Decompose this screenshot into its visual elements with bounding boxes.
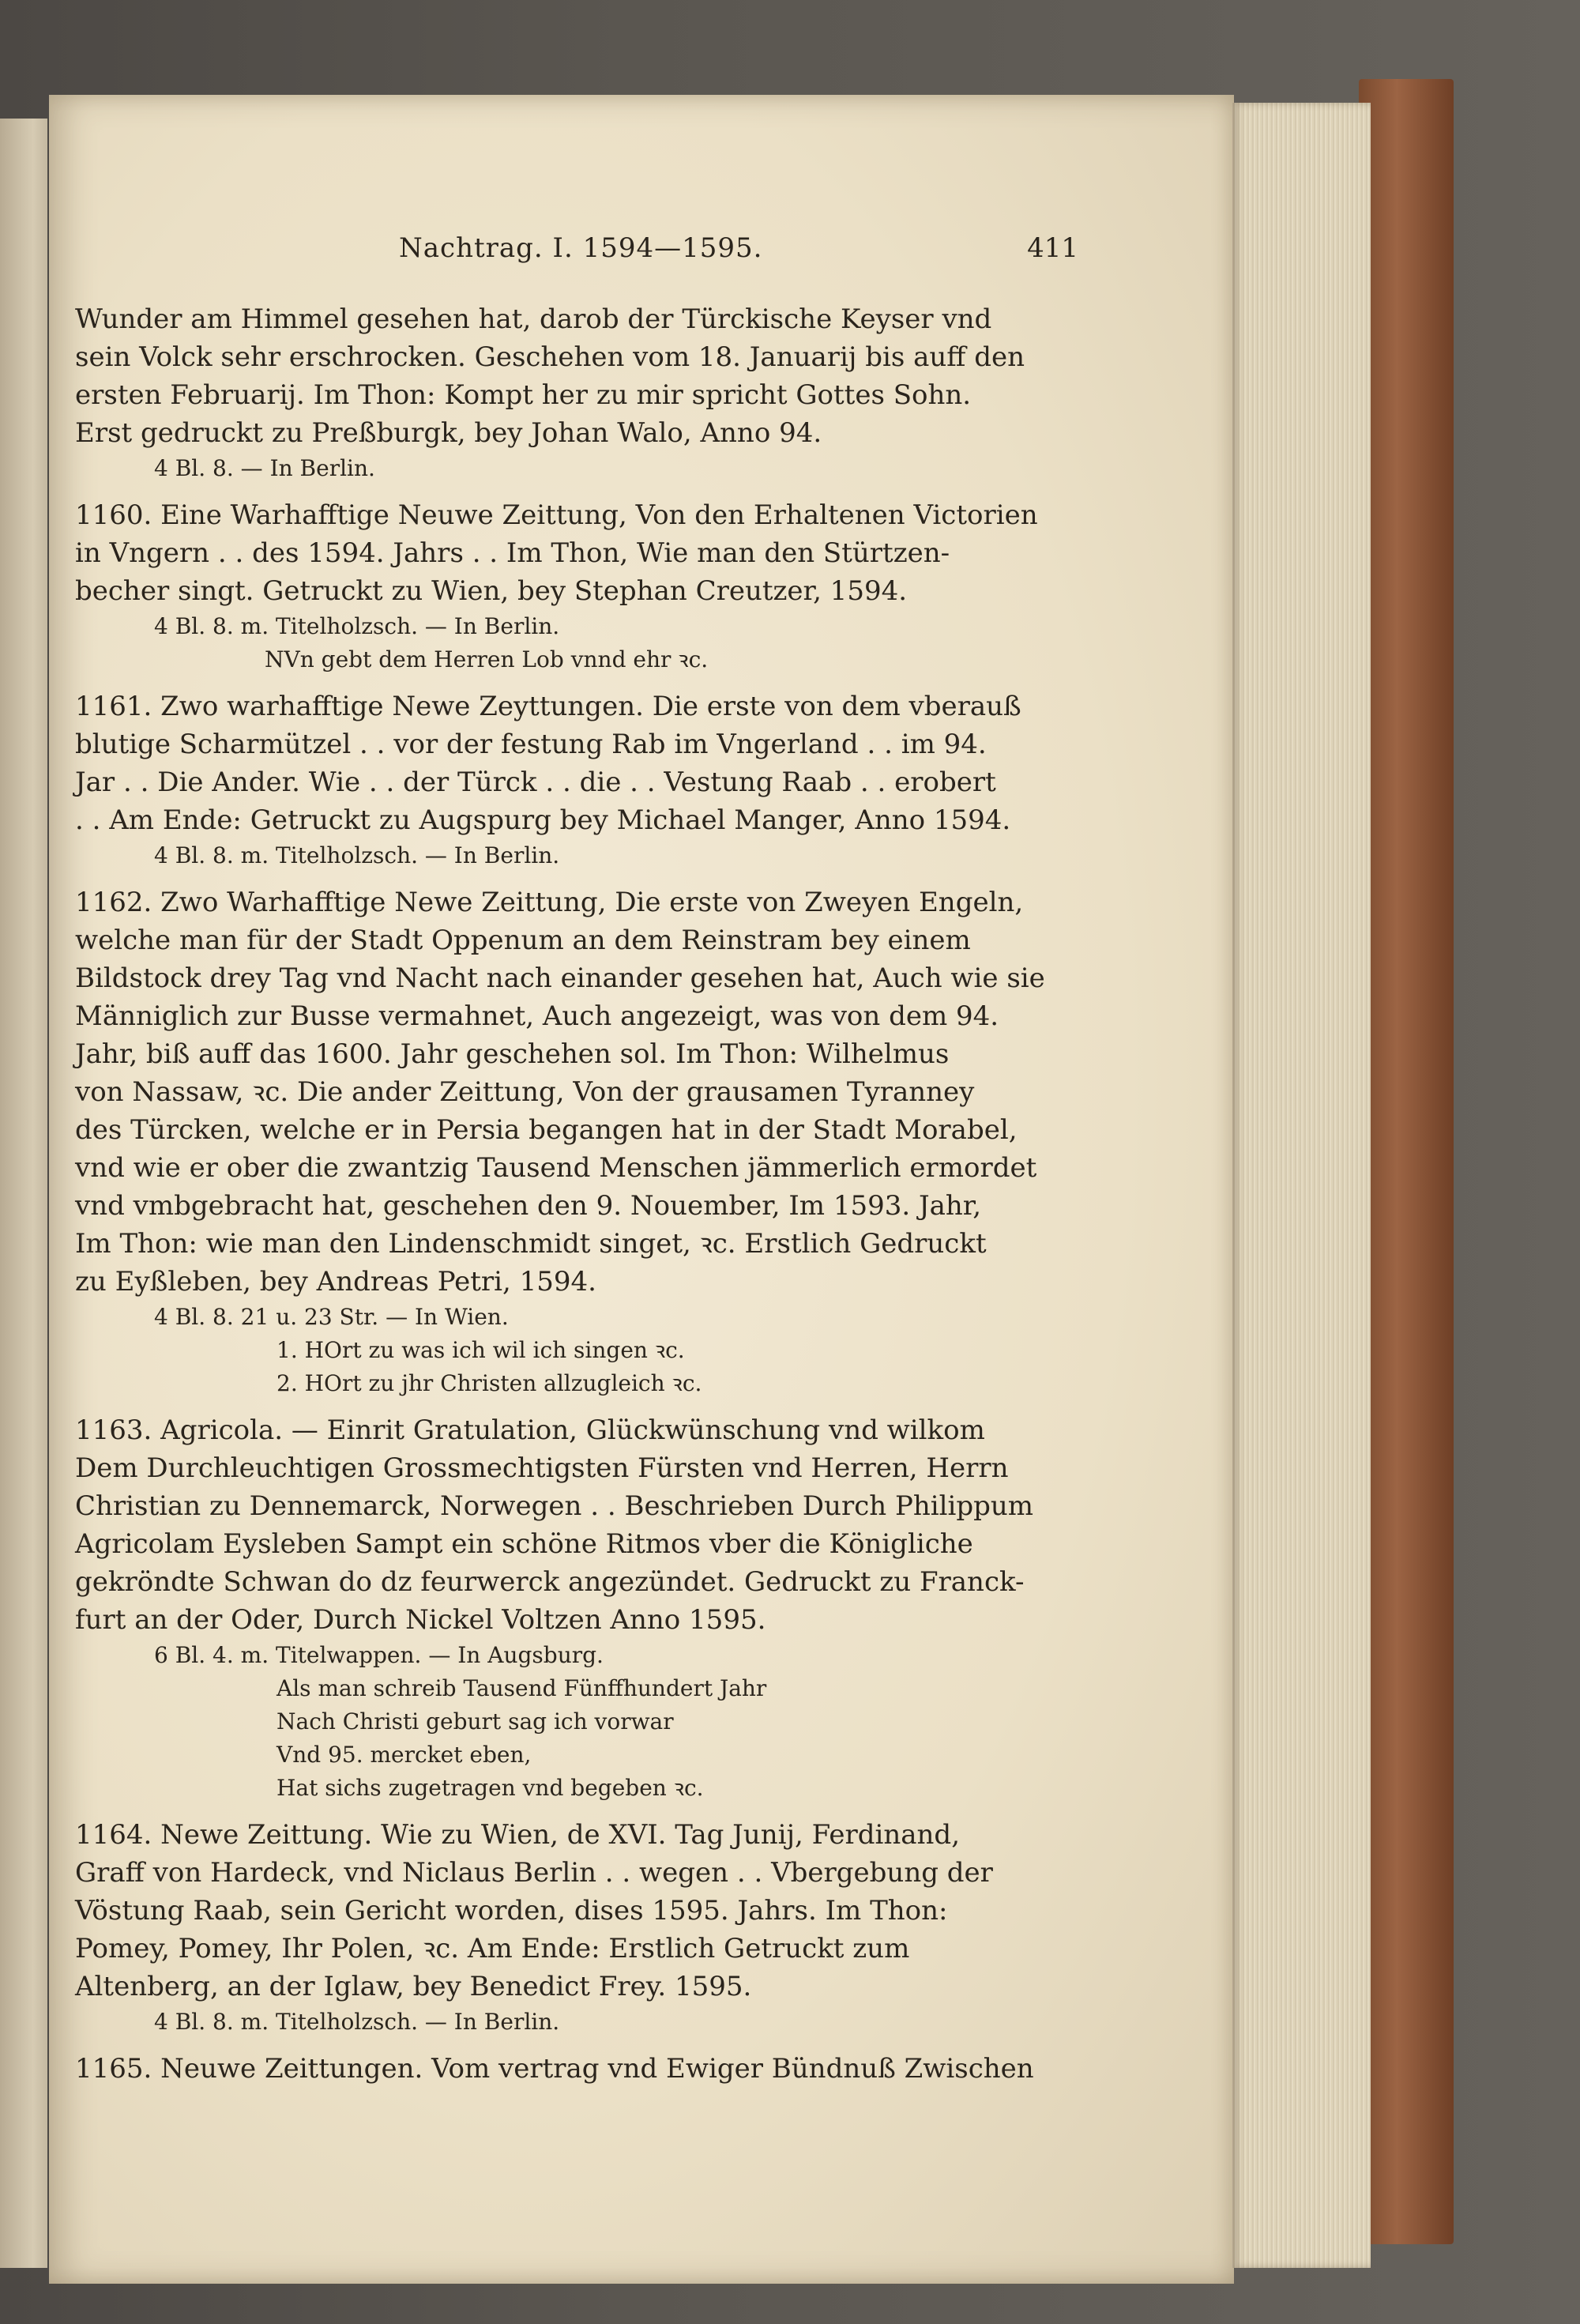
verse-line: 1. HOrt zu was ich wil ich singen ꝛc. (276, 1337, 685, 1363)
text-line: 1163. Agricola. — Einrit Gratulation, Glückwünschung vnd wilkom (75, 1414, 985, 1446)
text-line: 1165. Neuwe Zeittungen. Vom vertrag vnd Ewiger Bündnuß Zwischen (75, 2053, 1034, 2085)
text-line: sein Volck sehr erschrocken. Geschehen vom 18. Januarij bis auff den (75, 341, 1025, 373)
entry-note: 4 Bl. 8. m. Titelholzsch. — In Berlin. (154, 613, 560, 639)
text-line: Jar . . Die Ander. Wie . . der Türck . . die . . Vestung Raab . . erobert (75, 767, 996, 798)
text-line: furt an der Oder, Durch Nickel Voltzen Anno 1595. (75, 1604, 766, 1636)
entry-continuation (75, 300, 1078, 485)
entry-1164 (75, 1816, 1078, 2039)
text-line: welche man für der Stadt Oppenum an dem Reinstram bey einem (75, 925, 971, 956)
text-line: Graff von Hardeck, vnd Niclaus Berlin . . wegen . . Vbergebung der (75, 1857, 993, 1889)
text-line: von Nassaw, ꝛc. Die ander Zeittung, Von der grausamen Tyranney (75, 1076, 975, 1108)
text-line: gekröndte Schwan do dz feurwerck angezündet. Gedruckt zu Franck- (75, 1566, 1025, 1598)
entry-1161 (75, 687, 1078, 872)
text-line: in Vngern . . des 1594. Jahrs . . Im Thon, Wie man den Stürtzen- (75, 537, 950, 569)
text-line: 1164. Newe Zeittung. Wie zu Wien, de XVI. Tag Junij, Ferdinand, (75, 1819, 961, 1851)
text-line: Vöstung Raab, sein Gericht worden, dises 1595. Jahrs. Im Thon: (75, 1895, 948, 1927)
text-line: Im Thon: wie man den Lindenschmidt singet, ꝛc. Erstlich Gedruckt (75, 1228, 987, 1260)
entry-1160 (75, 496, 1078, 676)
verse-line: 2. HOrt zu jhr Christen allzugleich ꝛc. (276, 1370, 702, 1396)
entry-1163 (75, 1411, 1078, 1805)
entry-incipit: NVn gebt dem Herren Lob vnnd ehr ꝛc. (265, 646, 709, 672)
page-stack-edges (1232, 103, 1371, 2268)
text-line: 1162. Zwo Warhafftige Newe Zeittung, Die erste von Zweyen Engeln, (75, 887, 1024, 918)
text-line: zu Eyßleben, bey Andreas Petri, 1594. (75, 1266, 596, 1298)
verse-line: Als man schreib Tausend Fünffhundert Jahr (276, 1675, 767, 1701)
text-line: 1161. Zwo warhafftige Newe Zeyttungen. Die erste von dem vberauß (75, 691, 1021, 722)
entry-note: 4 Bl. 8. m. Titelholzsch. — In Berlin. (154, 2009, 560, 2035)
running-head-title: Nachtrag. I. 1594—1595. (399, 232, 763, 264)
page-body (75, 300, 1078, 2099)
text-line: Altenberg, an der Iglaw, bey Benedict Frey. 1595. (75, 1971, 752, 2002)
entry-note: 4 Bl. 8. m. Titelholzsch. — In Berlin. (154, 842, 560, 868)
text-line: vnd vmbgebracht hat, geschehen den 9. Nouember, Im 1593. Jahr, (75, 1190, 982, 1222)
text-line: des Türcken, welche er in Persia begangen hat in der Stadt Morabel, (75, 1114, 1018, 1146)
verse-line: Vnd 95. mercket eben, (276, 1742, 532, 1768)
entry-note: 4 Bl. 8. — In Berlin. (154, 455, 375, 481)
entry-note: 4 Bl. 8. 21 u. 23 Str. — In Wien. (154, 1304, 509, 1330)
book-cover-edge (1359, 79, 1454, 2244)
text-line: Agricolam Eysleben Sampt ein schöne Ritmos vber die Königliche (75, 1528, 973, 1560)
text-line: 1160. Eine Warhafftige Neuwe Zeittung, Von den Erhaltenen Victorien (75, 499, 1038, 531)
running-head (75, 232, 1078, 272)
text-line: Pomey, Pomey, Ihr Polen, ꝛc. Am Ende: Erstlich Getruckt zum (75, 1933, 910, 1964)
entry-note: 6 Bl. 4. m. Titelwappen. — In Augsburg. (154, 1642, 604, 1668)
text-line: blutige Scharmützel . . vor der festung Rab im Vngerland . . im 94. (75, 729, 987, 760)
text-line: Wunder am Himmel gesehen hat, darob der Türckische Keyser vnd (75, 303, 992, 335)
text-line: Männiglich zur Busse vermahnet, Auch angezeigt, was von dem 94. (75, 1000, 999, 1032)
text-line: vnd wie er ober die zwantzig Tausend Menschen jämmerlich ermordet (75, 1152, 1037, 1184)
page-number: 411 (1027, 232, 1078, 264)
text-line: becher singt. Getruckt zu Wien, bey Stephan Creutzer, 1594. (75, 575, 908, 607)
text-line: Dem Durchleuchtigen Grossmechtigsten Fürsten vnd Herren, Herrn (75, 1452, 1009, 1484)
text-line: Jahr, biß auff das 1600. Jahr geschehen sol. Im Thon: Wilhelmus (75, 1038, 950, 1070)
verse-line: Hat sichs zugetragen vnd begeben ꝛc. (276, 1775, 704, 1801)
verse-line: Nach Christi geburt sag ich vorwar (276, 1708, 674, 1735)
entry-1162 (75, 883, 1078, 1400)
facing-page-edge (0, 119, 47, 2268)
entry-1165 (75, 2050, 1078, 2088)
text-line: Christian zu Dennemarck, Norwegen . . Beschrieben Durch Philippum (75, 1490, 1034, 1522)
text-line: ersten Februarij. Im Thon: Kompt her zu mir spricht Gottes Sohn. (75, 379, 972, 411)
text-line: Bildstock drey Tag vnd Nacht nach einander gesehen hat, Auch wie sie (75, 962, 1045, 994)
text-line: . . Am Ende: Getruckt zu Augspurg bey Michael Manger, Anno 1594. (75, 804, 1011, 836)
text-line: Erst gedruckt zu Preßburgk, bey Johan Walo, Anno 94. (75, 417, 822, 449)
